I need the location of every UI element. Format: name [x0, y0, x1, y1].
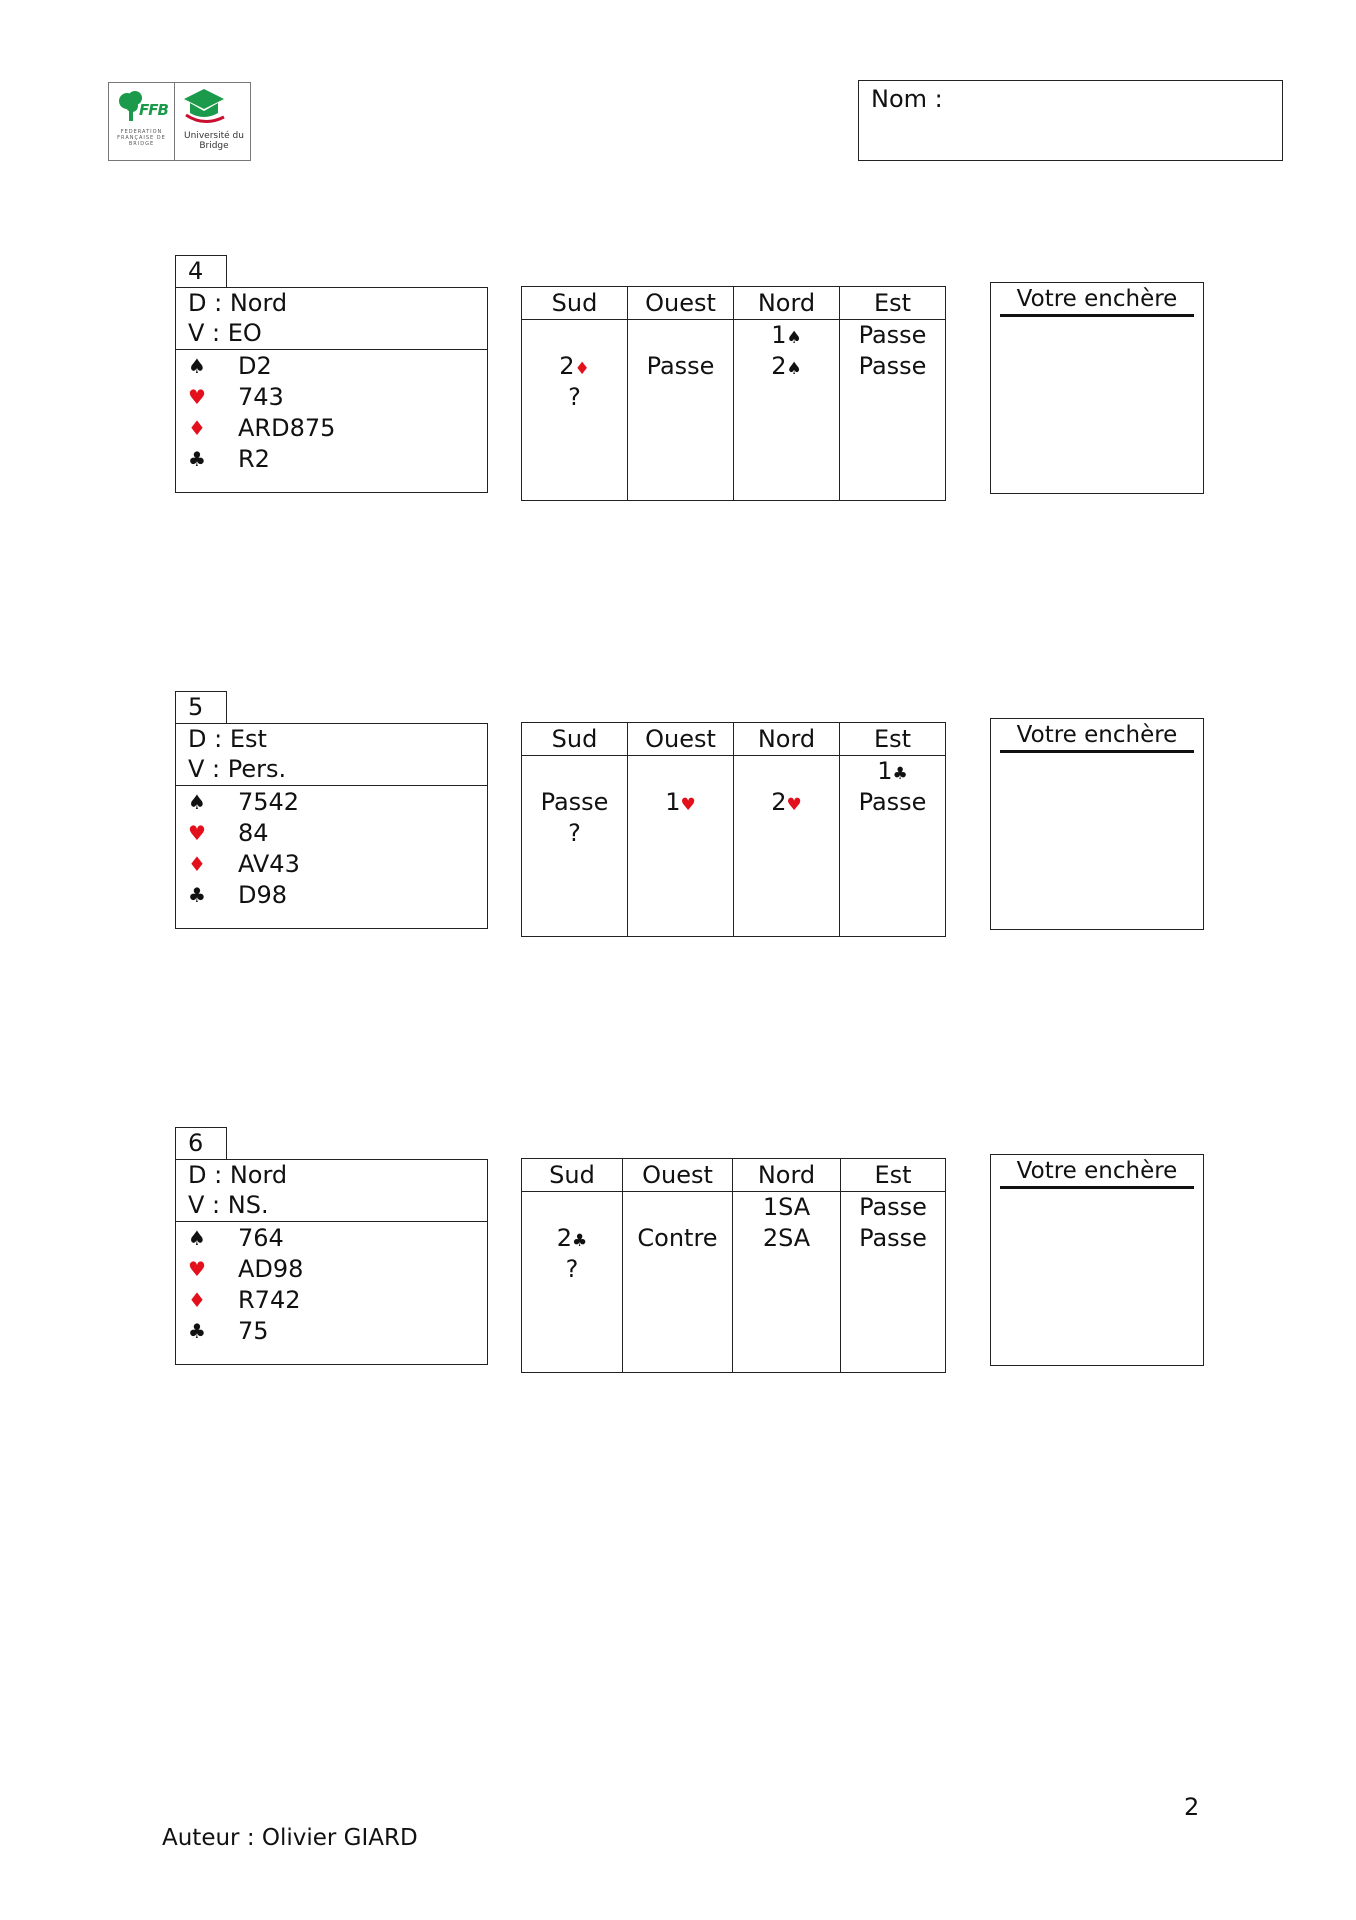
vulnerability-label: V : NS.: [188, 1191, 269, 1219]
author-credit: Auteur : Olivier GIARD: [162, 1825, 418, 1851]
bid: 2♣: [556, 1224, 588, 1252]
diamond-icon: ♦: [188, 1288, 206, 1312]
bids-nord: [734, 756, 840, 937]
club-icon: ♣: [188, 883, 206, 907]
deal-number: 6: [175, 1127, 227, 1159]
club-icon: ♣: [188, 447, 206, 471]
dealer-label: D : Nord: [188, 289, 288, 317]
bids-nord: [733, 1192, 841, 1373]
header-ouest: Ouest: [623, 1159, 733, 1192]
bid: 1SA: [762, 1193, 811, 1221]
bids-sud: [522, 320, 628, 501]
bids-est: [840, 320, 946, 501]
answer-box[interactable]: [990, 718, 1204, 930]
hand-spades: D2: [238, 352, 272, 380]
bid: [840, 818, 945, 849]
hand-hearts: AD98: [238, 1255, 304, 1283]
bidding-table: [521, 1158, 946, 1373]
hand-clubs: D98: [238, 881, 288, 909]
bidding-table: [521, 286, 946, 501]
spade-icon: ♠: [188, 354, 206, 378]
hand-clubs: 75: [238, 1317, 269, 1345]
bid: 2♦: [559, 352, 590, 380]
bid: [841, 1254, 945, 1285]
bid: ?: [568, 819, 581, 847]
bid: [628, 756, 733, 787]
ffb-logo-subtext: FEDERATION FRANÇAISE DE BRIDGE: [117, 129, 166, 147]
deal-info: [176, 288, 487, 350]
header-ouest: Ouest: [628, 723, 734, 756]
spade-icon: ♠: [786, 359, 802, 379]
bid: [623, 1192, 732, 1223]
answer-underline: [1000, 314, 1194, 317]
diamond-icon: ♦: [574, 359, 590, 379]
bid: 1♠: [771, 321, 802, 349]
diamond-icon: ♦: [188, 416, 206, 440]
answer-box[interactable]: [990, 282, 1204, 494]
bid: [733, 1254, 840, 1285]
answer-underline: [1000, 1186, 1194, 1189]
dealer-label: D : Est: [188, 725, 267, 753]
graduation-cap-icon: [180, 87, 240, 131]
bid: 1♣: [877, 757, 908, 785]
vulnerability-label: V : Pers.: [188, 755, 287, 783]
diamond-icon: ♦: [188, 852, 206, 876]
bid: [628, 382, 733, 413]
bid: [840, 382, 945, 413]
bid: [623, 1254, 732, 1285]
name-label: Nom :: [871, 85, 943, 113]
bids-est: [840, 756, 946, 937]
bids-nord: [734, 320, 840, 501]
header-est: Est: [840, 723, 946, 756]
header-sud: Sud: [522, 723, 628, 756]
answer-label: Votre enchère: [1016, 722, 1178, 748]
deal-info: [176, 724, 487, 786]
bid: Passe: [859, 1193, 927, 1221]
hand-diamonds: AV43: [238, 850, 300, 878]
club-icon: ♣: [572, 1231, 588, 1251]
header-ouest: Ouest: [628, 287, 734, 320]
hand-hearts: 743: [238, 383, 284, 411]
bid: 2♠: [771, 352, 802, 380]
bid: ?: [565, 1255, 579, 1283]
header-est: Est: [840, 287, 946, 320]
bids-est: [841, 1192, 946, 1373]
deal-info: [176, 1160, 487, 1222]
vulnerability-label: V : EO: [188, 319, 262, 347]
heart-icon: ♥: [680, 795, 696, 815]
bid: Contre: [637, 1224, 718, 1252]
hand-clubs: R2: [238, 445, 270, 473]
bids-ouest: [628, 320, 734, 501]
bid: Passe: [858, 321, 927, 349]
bid: Passe: [540, 788, 609, 816]
ffb-logo: [109, 83, 175, 160]
bid: [522, 1192, 622, 1223]
club-icon: ♣: [892, 764, 908, 784]
bid: 2♥: [771, 788, 802, 816]
hand-box: [175, 1159, 488, 1365]
bid: [734, 818, 839, 849]
bid: [734, 756, 839, 787]
bid: [628, 320, 733, 351]
bid: 1♥: [665, 788, 696, 816]
header-nord: Nord: [734, 287, 840, 320]
deal-number: 5: [175, 691, 227, 723]
deal-number: 4: [175, 255, 227, 287]
club-icon: ♣: [188, 1319, 206, 1343]
bid: Passe: [646, 352, 715, 380]
header-nord: Nord: [734, 723, 840, 756]
page-number: 2: [1184, 1793, 1200, 1821]
header-nord: Nord: [733, 1159, 841, 1192]
answer-underline: [1000, 750, 1194, 753]
answer-label: Votre enchère: [1016, 1158, 1178, 1184]
heart-icon: ♥: [188, 1257, 206, 1281]
heart-icon: ♥: [188, 385, 206, 409]
bid: [522, 320, 627, 351]
bid: Passe: [858, 352, 927, 380]
bid: 2SA: [762, 1224, 811, 1252]
bid: Passe: [858, 788, 927, 816]
dealer-label: D : Nord: [188, 1161, 288, 1189]
spade-icon: ♠: [188, 790, 206, 814]
answer-box[interactable]: [990, 1154, 1204, 1366]
heart-icon: ♥: [786, 795, 802, 815]
spade-icon: ♠: [188, 1226, 206, 1250]
bid: [734, 382, 839, 413]
bid: ?: [568, 383, 581, 411]
universite-logo: [174, 83, 250, 160]
answer-label: Votre enchère: [1016, 286, 1178, 312]
bid: Passe: [859, 1224, 927, 1252]
bid: [628, 818, 733, 849]
spade-icon: ♠: [786, 328, 802, 348]
ffb-logo-text: FFB: [139, 101, 168, 119]
hand-box: [175, 723, 488, 929]
hand-box: [175, 287, 488, 493]
bids-ouest: [623, 1192, 733, 1373]
bids-sud: [522, 1192, 623, 1373]
hand-spades: 7542: [238, 788, 300, 816]
bids-ouest: [628, 756, 734, 937]
header-sud: Sud: [522, 287, 628, 320]
bids-sud: [522, 756, 628, 937]
header-est: Est: [841, 1159, 946, 1192]
hand-diamonds: ARD875: [238, 414, 336, 442]
hand-diamonds: R742: [238, 1286, 301, 1314]
hand-spades: 764: [238, 1224, 284, 1252]
logo: [108, 82, 251, 161]
hand-hearts: 84: [238, 819, 269, 847]
bid: [522, 756, 627, 787]
universite-logo-text: Université du Bridge: [184, 131, 244, 151]
bidding-table: [521, 722, 946, 937]
name-field[interactable]: [858, 80, 1283, 161]
header-sud: Sud: [522, 1159, 623, 1192]
heart-icon: ♥: [188, 821, 206, 845]
